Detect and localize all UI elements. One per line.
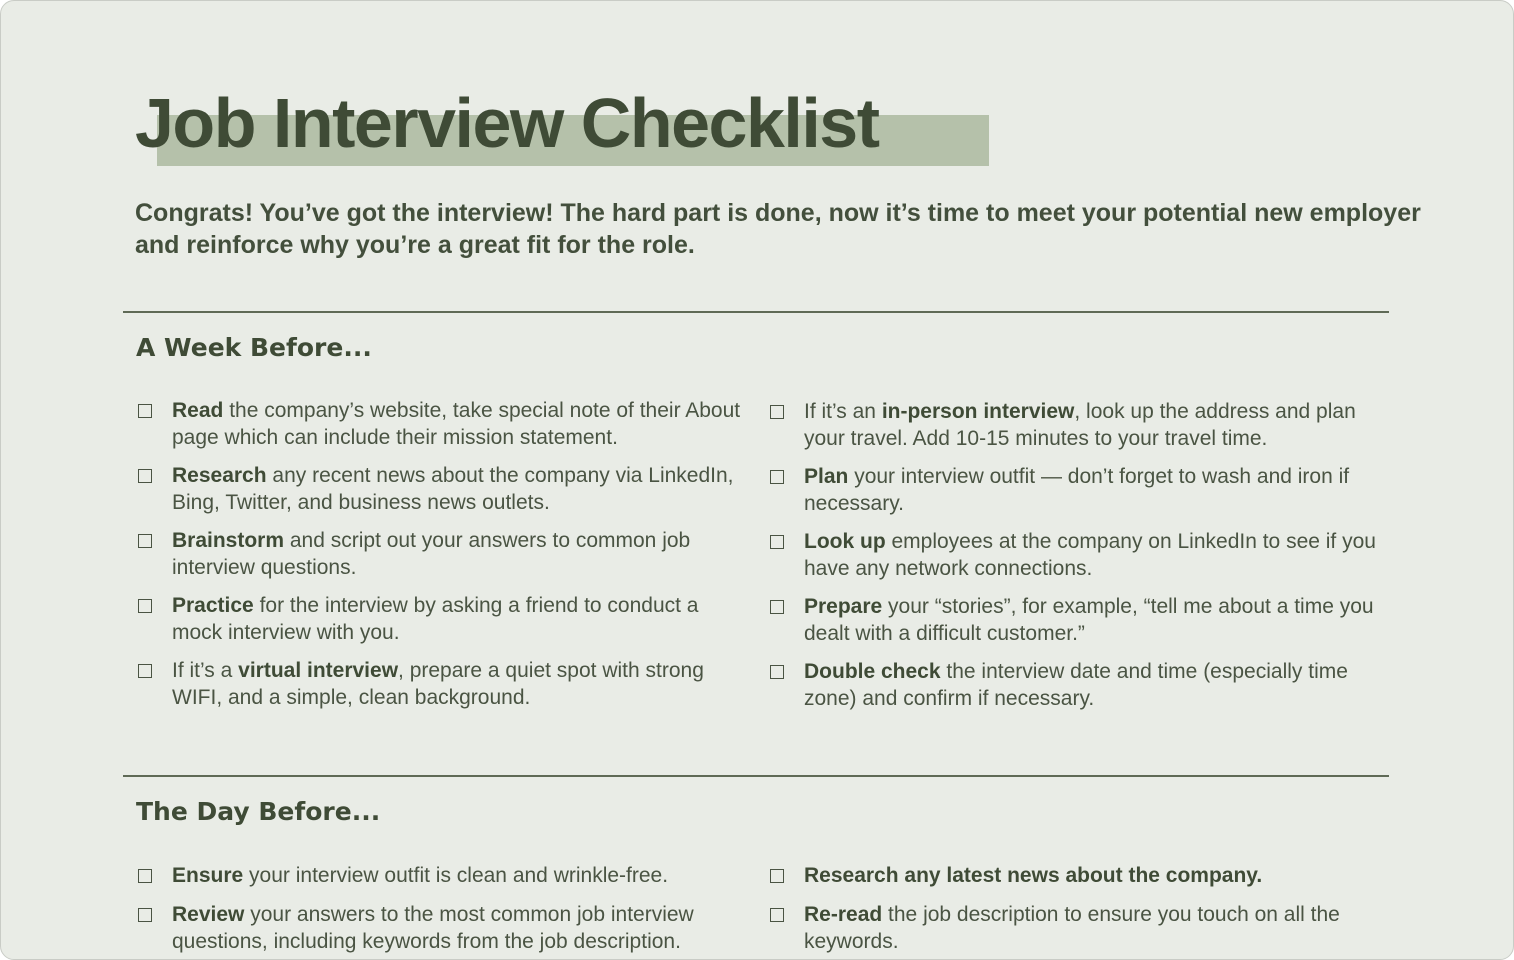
checkbox[interactable] [770,405,784,419]
checklist-item[interactable] [770,902,1394,955]
checklist-item-text: Research any recent news about the company via LinkedIn, Bing, Twitter, and business news outlets. [172,464,734,514]
checklist-item[interactable] [770,399,1379,452]
checklist-item-text: Prepare your “stories”, for example, “tell me about a time you dealt with a difficult customer.” [804,595,1374,645]
checklist-item-text: Ensure your interview outfit is clean and wrinkle-free. [172,864,669,887]
checklist-item[interactable] [770,529,1379,582]
checklist-item-text: If it’s an in-person interview, look up the address and plan your travel. Add 10-15 minutes to your travel time. [804,400,1356,450]
checklist-item-text: Double check the interview date and time (especially time zone) and confirm if necessary. [804,660,1348,710]
checklist-item[interactable] [138,658,744,711]
checkbox[interactable] [770,869,784,883]
intro-text: Congrats! You’ve got the interview! The hard part is done, now it’s time to meet your potential new employer and reinforce why you’re a great fit for the role. [135,199,1421,259]
section-title-day-before: The Day Before... [136,797,381,826]
checkbox[interactable] [138,534,152,548]
checklist-item-text: Re-read the job description to ensure you touch on all the keywords. [804,903,1340,953]
section-divider-week [123,311,1389,313]
checklist-item[interactable] [138,902,744,955]
checkbox[interactable] [770,908,784,922]
checkbox[interactable] [770,600,784,614]
checklist-item-text: If it’s a virtual interview, prepare a quiet spot with strong WIFI, and a simple, clean background. [172,659,704,709]
checkbox[interactable] [138,908,152,922]
checkbox[interactable] [770,535,784,549]
checklist-item[interactable] [770,863,1394,890]
title-block [135,83,879,167]
checklist-item-text: Brainstorm and script out your answers to common job interview questions. [172,529,691,579]
checklist-item-text: Research any latest news about the company. [804,864,1263,887]
checklist-item[interactable] [770,659,1379,712]
checklist-item-text: Look up employees at the company on LinkedIn to see if you have any network connections. [804,530,1376,580]
checkbox[interactable] [138,404,152,418]
checkbox[interactable] [138,664,152,678]
checkbox[interactable] [138,869,152,883]
checklist-item-text: Review your answers to the most common job interview questions, including keywords from the job description. [172,903,694,953]
checklist-item[interactable] [138,593,744,646]
checklist-item[interactable] [770,594,1379,647]
checklist-item-text: Plan your interview outfit — don’t forget to wash and iron if necessary. [804,465,1350,515]
checklist-item[interactable] [138,863,744,890]
section-title-week-before: A Week Before... [136,333,372,362]
checklist-item[interactable] [138,398,744,451]
checklist-item[interactable] [138,528,744,581]
checklist-item-text: Practice for the interview by asking a friend to conduct a mock interview with you. [172,594,699,644]
page-title: Job Interview Checklist [135,84,879,162]
checklist-item-text: Read the company’s website, take special note of their About page which can include their mission statement. [172,399,741,449]
checkbox[interactable] [138,599,152,613]
checklist-item[interactable] [138,463,744,516]
checkbox[interactable] [770,665,784,679]
checkbox[interactable] [770,470,784,484]
checkbox[interactable] [138,469,152,483]
checklist-item[interactable] [770,464,1379,517]
section-divider-day [123,775,1389,777]
